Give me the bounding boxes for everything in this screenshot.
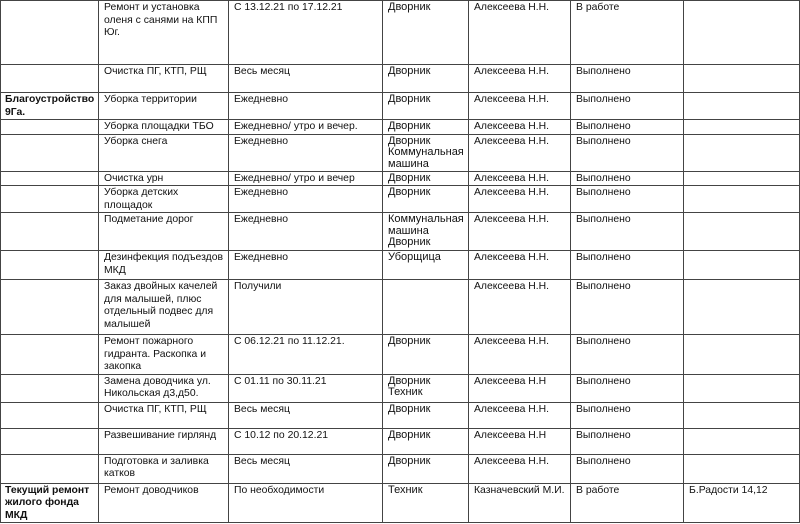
status-cell: Выполнено	[571, 402, 684, 428]
table-row	[1, 251, 800, 280]
executor-cell	[383, 280, 469, 335]
status-cell: Выполнено	[571, 93, 684, 120]
responsible-cell: Алексеева Н.Н.	[469, 402, 571, 428]
status-cell: Выполнено	[571, 335, 684, 375]
executor-cell: Дворник	[383, 454, 469, 483]
responsible-cell: Алексеева Н.Н.	[469, 213, 571, 251]
section-cell	[1, 134, 99, 171]
period-cell: С 01.11 по 30.11.21	[229, 374, 383, 402]
executor-cell: Техник	[383, 483, 469, 523]
responsible-cell: Алексеева Н.Н.	[469, 1, 571, 65]
section-cell	[1, 171, 99, 186]
task-cell: Дезинфекция подъездов МКД	[99, 251, 229, 280]
period-cell: С 06.12.21 по 11.12.21.	[229, 335, 383, 375]
status-cell: Выполнено	[571, 428, 684, 454]
period-cell: Получили	[229, 280, 383, 335]
task-cell: Заказ двойных качелей для малышей, плюс отдельный подвес для малышей	[99, 280, 229, 335]
address-cell	[684, 213, 800, 251]
responsible-cell: Алексеева Н.Н.	[469, 171, 571, 186]
section-cell	[1, 1, 99, 65]
section-cell	[1, 213, 99, 251]
status-cell: Выполнено	[571, 171, 684, 186]
responsible-cell: Алексеева Н.Н	[469, 428, 571, 454]
status-cell: Выполнено	[571, 374, 684, 402]
task-cell: Развешивание гирлянд	[99, 428, 229, 454]
responsible-cell: Алексеева Н.Н.	[469, 280, 571, 335]
status-cell: Выполнено	[571, 213, 684, 251]
table-row	[1, 1, 800, 65]
table-row	[1, 335, 800, 375]
address-cell	[684, 374, 800, 402]
period-cell: Ежедневно/ утро и вечер.	[229, 120, 383, 135]
address-cell	[684, 120, 800, 135]
executor-cell: Дворник	[383, 120, 469, 135]
task-cell: Подготовка и заливка катков	[99, 454, 229, 483]
responsible-cell: Алексеева Н.Н.	[469, 134, 571, 171]
address-cell	[684, 134, 800, 171]
address-cell	[684, 428, 800, 454]
address-cell	[684, 171, 800, 186]
address-cell	[684, 251, 800, 280]
status-cell: Выполнено	[571, 454, 684, 483]
section-cell	[1, 374, 99, 402]
task-cell: Ремонт пожарного гидранта. Раскопка и закопка	[99, 335, 229, 375]
responsible-cell: Алексеева Н.Н.	[469, 65, 571, 93]
responsible-cell: Алексеева Н.Н.	[469, 335, 571, 375]
period-cell: По необходимости	[229, 483, 383, 523]
responsible-cell: Алексеева Н.Н.	[469, 93, 571, 120]
section-cell	[1, 120, 99, 135]
table-row	[1, 454, 800, 483]
executor-cell: Уборщица	[383, 251, 469, 280]
address-cell	[684, 186, 800, 213]
executor-cell: Дворник	[383, 93, 469, 120]
executor-cell: Дворник	[383, 335, 469, 375]
executor-cell: Дворник Техник	[383, 374, 469, 402]
executor-cell: Дворник Коммунальная машина	[383, 134, 469, 171]
period-cell: Ежедневно/ утро и вечер	[229, 171, 383, 186]
table-row	[1, 93, 800, 120]
section-cell	[1, 428, 99, 454]
task-cell: Очистка урн	[99, 171, 229, 186]
status-cell: Выполнено	[571, 186, 684, 213]
responsible-cell: Алексеева Н.Н	[469, 374, 571, 402]
section-cell	[1, 402, 99, 428]
status-cell: Выполнено	[571, 65, 684, 93]
responsible-cell: Алексеева Н.Н.	[469, 454, 571, 483]
table-row	[1, 483, 800, 523]
status-cell: Выполнено	[571, 134, 684, 171]
address-cell	[684, 454, 800, 483]
task-cell: Уборка детских площадок	[99, 186, 229, 213]
status-cell: В работе	[571, 483, 684, 523]
table-row	[1, 171, 800, 186]
section-cell	[1, 251, 99, 280]
table-row	[1, 134, 800, 171]
period-cell: С 13.12.21 по 17.12.21	[229, 1, 383, 65]
table-row	[1, 65, 800, 93]
table-row	[1, 428, 800, 454]
period-cell: Весь месяц	[229, 454, 383, 483]
section-cell: Текущий ремонт жилого фонда МКД	[1, 483, 99, 523]
task-cell: Ремонт и установка оленя с санями на КПП Юг.	[99, 1, 229, 65]
address-cell	[684, 1, 800, 65]
executor-cell: Дворник	[383, 402, 469, 428]
executor-cell: Дворник	[383, 428, 469, 454]
period-cell: Весь месяц	[229, 402, 383, 428]
responsible-cell: Казначевский М.И.	[469, 483, 571, 523]
responsible-cell: Алексеева Н.Н.	[469, 120, 571, 135]
period-cell: Весь месяц	[229, 65, 383, 93]
executor-cell: Дворник	[383, 1, 469, 65]
task-cell: Ремонт доводчиков	[99, 483, 229, 523]
responsible-cell: Алексеева Н.Н.	[469, 251, 571, 280]
executor-cell: Коммунальная машина Дворник	[383, 213, 469, 251]
section-cell	[1, 186, 99, 213]
status-cell: Выполнено	[571, 120, 684, 135]
section-cell	[1, 280, 99, 335]
executor-cell: Дворник	[383, 65, 469, 93]
period-cell: Ежедневно	[229, 93, 383, 120]
table-row	[1, 120, 800, 135]
executor-cell: Дворник	[383, 171, 469, 186]
address-cell	[684, 280, 800, 335]
status-cell: Выполнено	[571, 251, 684, 280]
table-row	[1, 213, 800, 251]
responsible-cell: Алексеева Н.Н.	[469, 186, 571, 213]
task-cell: Уборка снега	[99, 134, 229, 171]
period-cell: Ежедневно	[229, 186, 383, 213]
status-cell: В работе	[571, 1, 684, 65]
section-cell: Благоустройство 9Га.	[1, 93, 99, 120]
address-cell	[684, 402, 800, 428]
task-cell: Замена доводчика ул. Никольская д3,д50.	[99, 374, 229, 402]
section-cell	[1, 65, 99, 93]
period-cell: Ежедневно	[229, 134, 383, 171]
period-cell: С 10.12 по 20.12.21	[229, 428, 383, 454]
task-cell: Очистка ПГ, КТП, РЩ	[99, 65, 229, 93]
address-cell	[684, 93, 800, 120]
task-cell: Очистка ПГ, КТП, РЩ	[99, 402, 229, 428]
section-cell	[1, 335, 99, 375]
address-cell	[684, 335, 800, 375]
period-cell: Ежедневно	[229, 213, 383, 251]
table-row	[1, 186, 800, 213]
section-cell	[1, 454, 99, 483]
address-cell: Б.Радости 14,12	[684, 483, 800, 523]
task-cell: Уборка территории	[99, 93, 229, 120]
table-row	[1, 280, 800, 335]
address-cell	[684, 65, 800, 93]
task-cell: Подметание дорог	[99, 213, 229, 251]
table-row	[1, 374, 800, 402]
period-cell: Ежедневно	[229, 251, 383, 280]
status-cell: Выполнено	[571, 280, 684, 335]
task-cell: Уборка площадки ТБО	[99, 120, 229, 135]
executor-cell: Дворник	[383, 186, 469, 213]
table-row	[1, 402, 800, 428]
